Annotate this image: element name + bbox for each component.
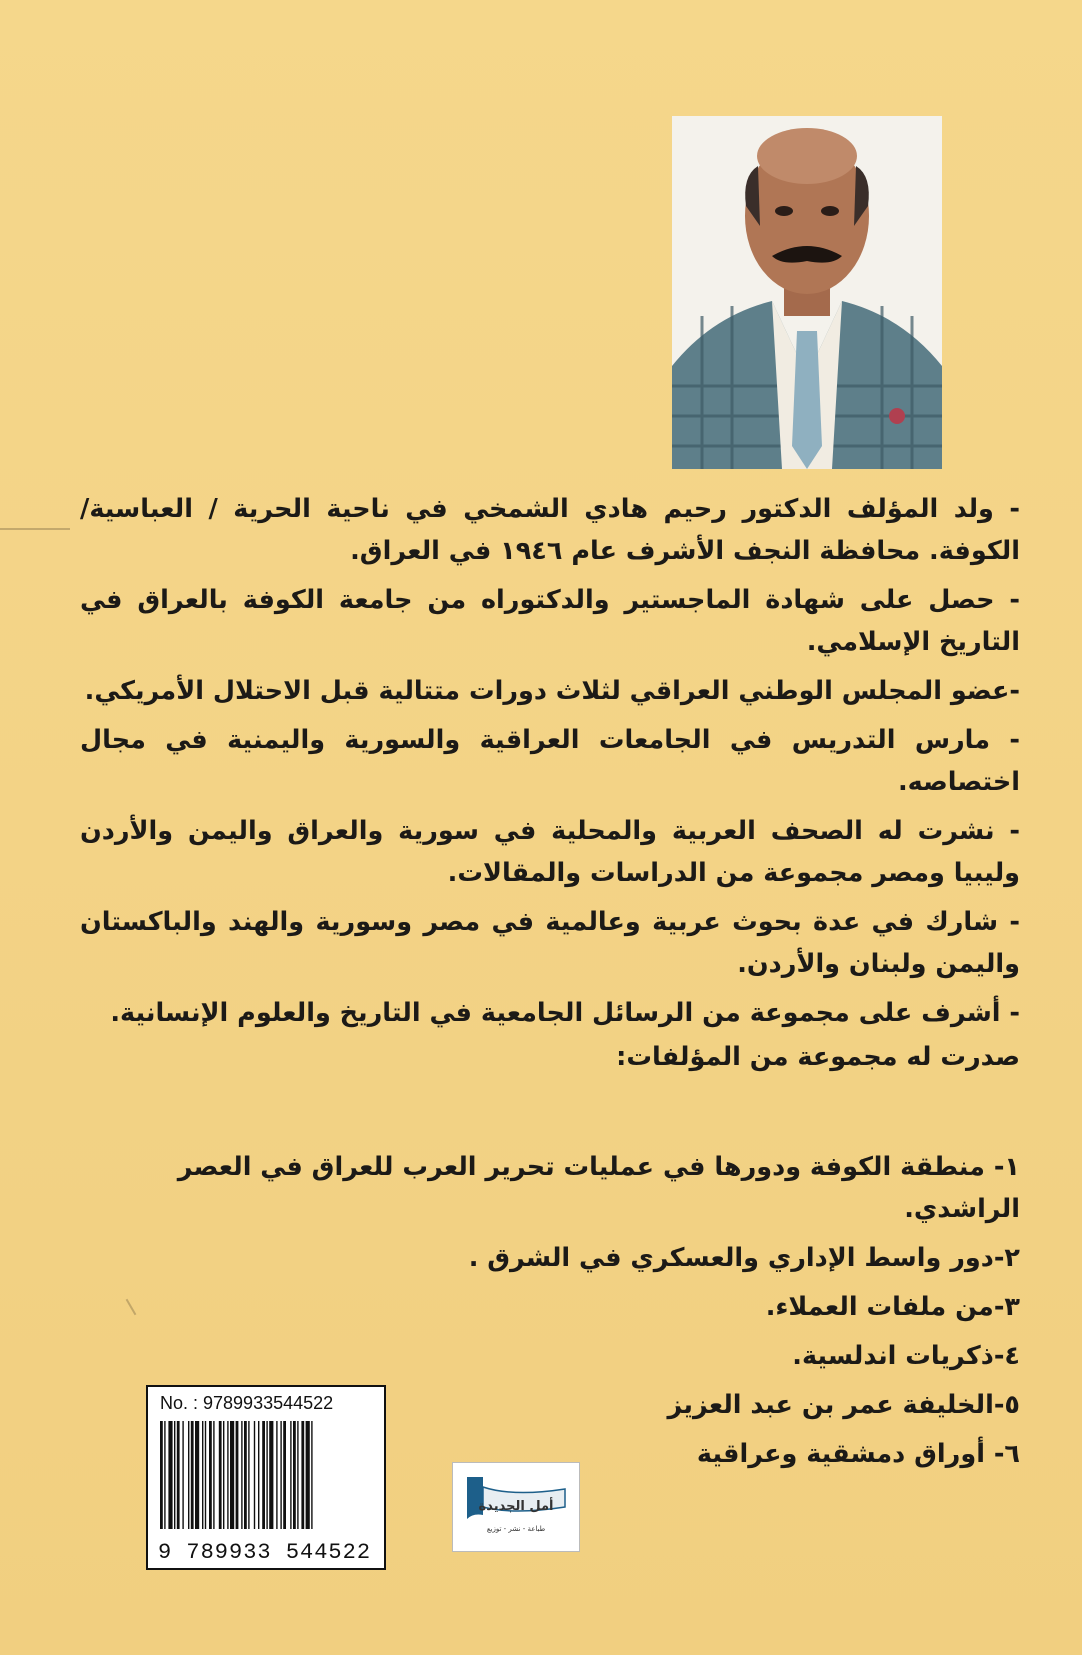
bio-paragraph-6: - شارك في عدة بحوث عربية وعالمية في مصر وسورية والهند والباكستان واليمن ولبنان والأردن. xyxy=(80,907,1020,979)
author-bio xyxy=(80,488,1020,1080)
barcode-bars-icon xyxy=(158,1421,374,1529)
isbn-barcode xyxy=(146,1385,386,1570)
author-photo xyxy=(672,116,942,469)
isbn-number-label: No. : 9789933544522 xyxy=(160,1393,334,1413)
bio-paragraph-5: - نشرت له الصحف العربية والمحلية في سورية والعراق واليمن والأردن وليبيا ومصر مجموعة من الدراسات والمقالات. xyxy=(80,816,1020,888)
publisher-name: أمل الجديدة xyxy=(478,1499,554,1514)
author-portrait-image xyxy=(672,116,942,469)
works-item-1: ١- منطقة الكوفة ودورها في عمليات تحرير العرب للعراق في العصر الراشدي. xyxy=(177,1152,1020,1224)
works-item-4: ٤-ذكريات اندلسية. xyxy=(792,1341,1020,1371)
works-heading: صدرت له مجموعة من المؤلفات: xyxy=(616,1042,1020,1072)
publisher-logo-icon xyxy=(453,1467,579,1527)
isbn-digits: 9 789933 544522 xyxy=(158,1540,372,1565)
bio-paragraph-1: - ولد المؤلف الدكتور رحيم هادي الشمخي في ناحية الحرية / العباسية/ الكوفة. محافظة النجف الأشرف عام ١٩٤٦ في العراق. xyxy=(80,494,1020,566)
works-item-2: ٢-دور واسط الإداري والعسكري في الشرق . xyxy=(468,1243,1020,1273)
bio-paragraph-4: - مارس التدريس في الجامعات العراقية والسورية واليمنية في مجال اختصاصه. xyxy=(80,725,1020,797)
works-item-6: ٦- أوراق دمشقية وعراقية xyxy=(696,1439,1020,1469)
bio-paragraph-2: - حصل على شهادة الماجستير والدكتوراه من جامعة الكوفة بالعراق في التاريخ الإسلامي. xyxy=(80,585,1020,657)
scan-mark xyxy=(0,528,70,530)
bio-paragraph-3: -عضو المجلس الوطني العراقي لثلاث دورات متتالية قبل الاحتلال الأمريكي. xyxy=(84,676,1020,706)
works-item-5: ٥-الخليفة عمر بن عبد العزيز xyxy=(667,1390,1020,1420)
works-item-3: ٣-من ملفات العملاء. xyxy=(765,1292,1020,1322)
bio-paragraph-7: - أشرف على مجموعة من الرسائل الجامعية في التاريخ والعلوم الإنسانية. xyxy=(110,998,1020,1028)
publisher-tagline: طباعة - نشر - توزيع xyxy=(486,1525,546,1533)
publisher-logo xyxy=(452,1462,580,1552)
